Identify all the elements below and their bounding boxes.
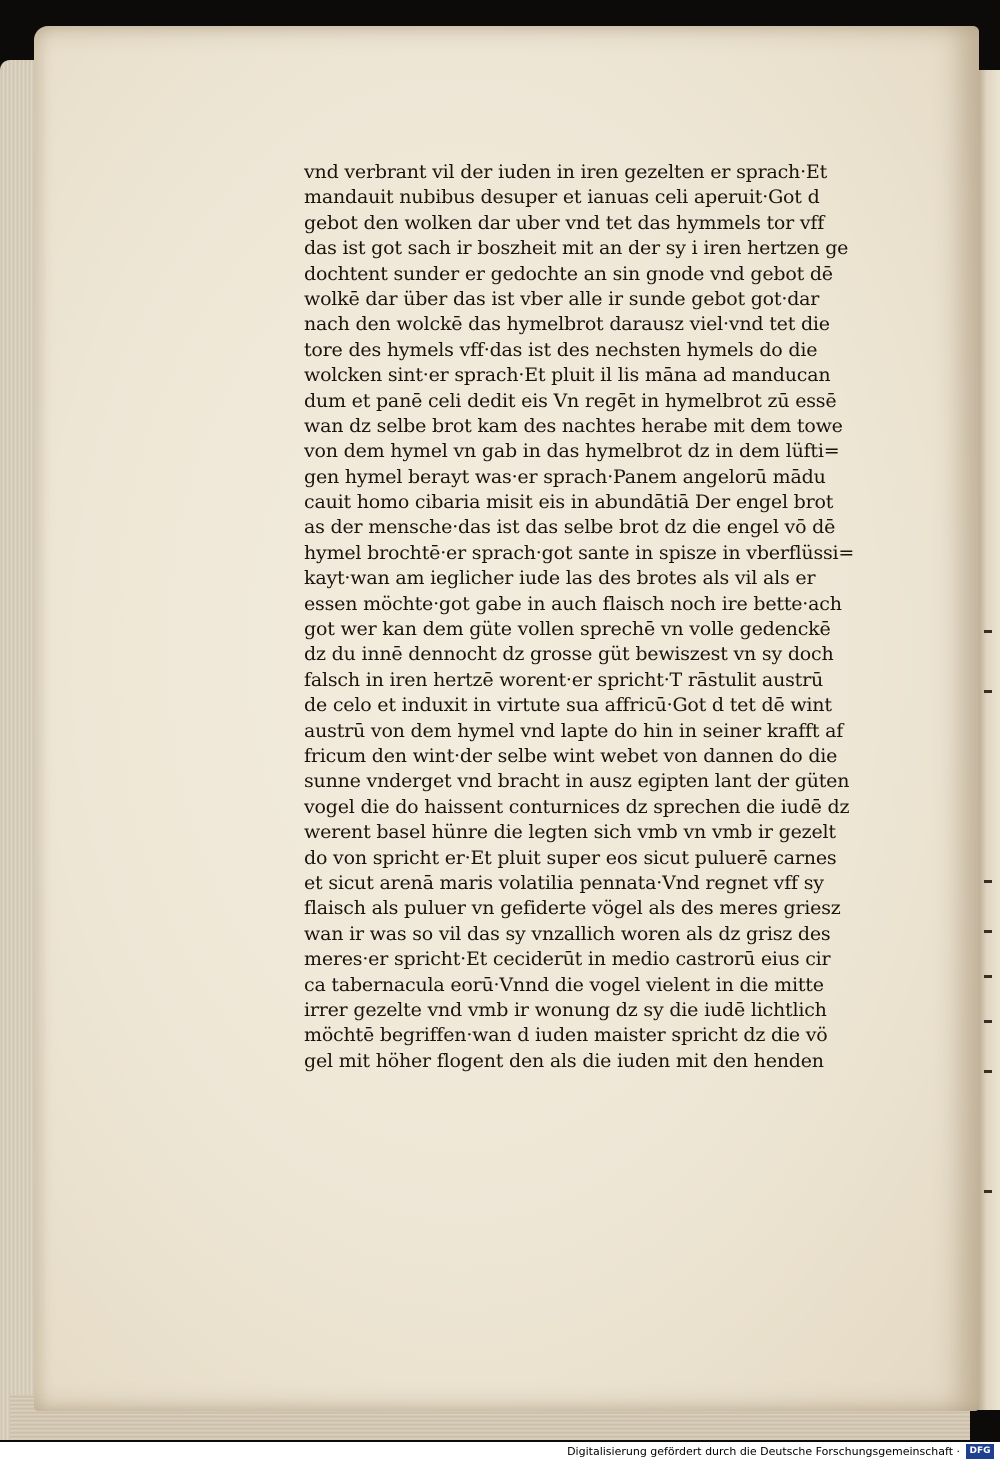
- facing-page-ink-mark: [984, 630, 992, 633]
- facing-page-ink-mark: [984, 1020, 992, 1023]
- text-line: cauit homo cibaria misit eis in abundātiā Der engel brot: [304, 491, 834, 514]
- text-line: das ist got sach ir boszheit mit an der sy i iren hertzen ge: [304, 237, 849, 260]
- text-line: nach den wolckē das hymelbrot darausz viel·vnd tet die: [304, 313, 830, 336]
- text-line: irrer gezelte vnd vmb ir wonung dz sy die iudē lichtlich: [304, 998, 827, 1021]
- text-line: werent basel hünre die legten sich vmb vn vmb ir gezelt: [304, 821, 836, 844]
- text-line: as der mensche·das ist das selbe brot dz die engel vō dē: [304, 516, 836, 539]
- text-line: tore des hymels vff·das ist des nechsten hymels do die: [304, 338, 818, 361]
- footer-bar: [0, 1442, 1000, 1462]
- text-line: vogel die do haissent conturnices dz sprechen die iudē dz: [304, 795, 850, 818]
- footer-credit: Digitalisierung gefördert durch die Deutsche Forschungsgemeinschaft ·: [567, 1445, 960, 1458]
- text-line: meres·er spricht·Et ceciderūt in medio castrorū eius cir: [304, 948, 831, 971]
- facing-page-ink-mark: [984, 930, 992, 933]
- text-line: ca tabernacula eorū·Vnnd die vogel vielent in die mitte: [304, 973, 824, 996]
- text-line: wolcken sint·er sprach·Et pluit il lis māna ad manducan: [304, 364, 831, 387]
- text-line: gel mit höher flogent den als die iuden mit den henden: [304, 1049, 824, 1072]
- facing-page-ink-mark: [984, 690, 992, 693]
- book-page: [34, 26, 979, 1411]
- text-line: möchtē begriffen·wan d iuden maister spricht dz die vö: [304, 1024, 828, 1047]
- text-line: kayt·wan am ieglicher iude las des brotes als vil als er: [304, 567, 816, 590]
- text-line: wan ir was so vil das sy vnzallich woren als dz grisz des: [304, 922, 831, 945]
- text-line: hymel brochtē·er sprach·got sante in spisze in vberflüssi=: [304, 541, 855, 564]
- facing-page-edge: [978, 70, 1000, 1410]
- text-line: falsch in iren hertzē worent·er spricht·T rāstulit austrū: [304, 668, 824, 691]
- text-line: got wer kan dem güte vollen sprechē vn volle gedenckē: [304, 618, 831, 641]
- text-line: gebot den wolken dar uber vnd tet das hymmels tor vff: [304, 211, 825, 234]
- facing-page-ink-mark: [984, 880, 992, 883]
- text-line: dz du innē dennocht dz grosse güt bewiszest vn sy doch: [304, 643, 834, 666]
- text-line: fricum den wint·der selbe wint webet von dannen do die: [304, 744, 838, 767]
- text-line: gen hymel berayt was·er sprach·Panem angelorū mādu: [304, 465, 826, 488]
- text-line: et sicut arenā maris volatilia pennata·Vnd regnet vff sy: [304, 871, 824, 894]
- text-line: essen möchte·got gabe in auch flaisch noch ire bette·ach: [304, 592, 842, 615]
- dfg-logo: DFG: [966, 1444, 994, 1459]
- text-line: dochtent sunder er gedochte an sin gnode vnd gebot dē: [304, 262, 833, 285]
- text-line: wolkē dar über das ist vber alle ir sunde gebot got·dar: [304, 287, 820, 310]
- text-line: von dem hymel vn gab in das hymelbrot dz in dem lüfti=: [304, 440, 840, 463]
- text-block: [304, 160, 924, 1074]
- text-line: dum et panē celi dedit eis Vn regēt in hymelbrot zū essē: [304, 389, 837, 412]
- text-line: mandauit nubibus desuper et ianuas celi aperuit·Got d: [304, 186, 820, 209]
- text-line: do von spricht er·Et pluit super eos sicut puluerē carnes: [304, 846, 837, 869]
- facing-page-ink-mark: [984, 1190, 992, 1193]
- facing-page-ink-mark: [984, 1070, 992, 1073]
- text-line: vnd verbrant vil der iuden in iren gezelten er sprach·Et: [304, 161, 828, 183]
- text-line: flaisch als puluer vn gefiderte vögel als des meres griesz: [304, 897, 841, 920]
- text-line: austrū von dem hymel vnd lapte do hin in seiner krafft af: [304, 719, 844, 742]
- text-line: sunne vnderget vnd bracht in ausz egipten lant der güten: [304, 770, 850, 793]
- facing-page-ink-mark: [984, 975, 992, 978]
- text-line: de celo et induxit in virtute sua affricū·Got d tet dē wint: [304, 694, 832, 717]
- text-line: wan dz selbe brot kam des nachtes herabe mit dem towe: [304, 414, 843, 437]
